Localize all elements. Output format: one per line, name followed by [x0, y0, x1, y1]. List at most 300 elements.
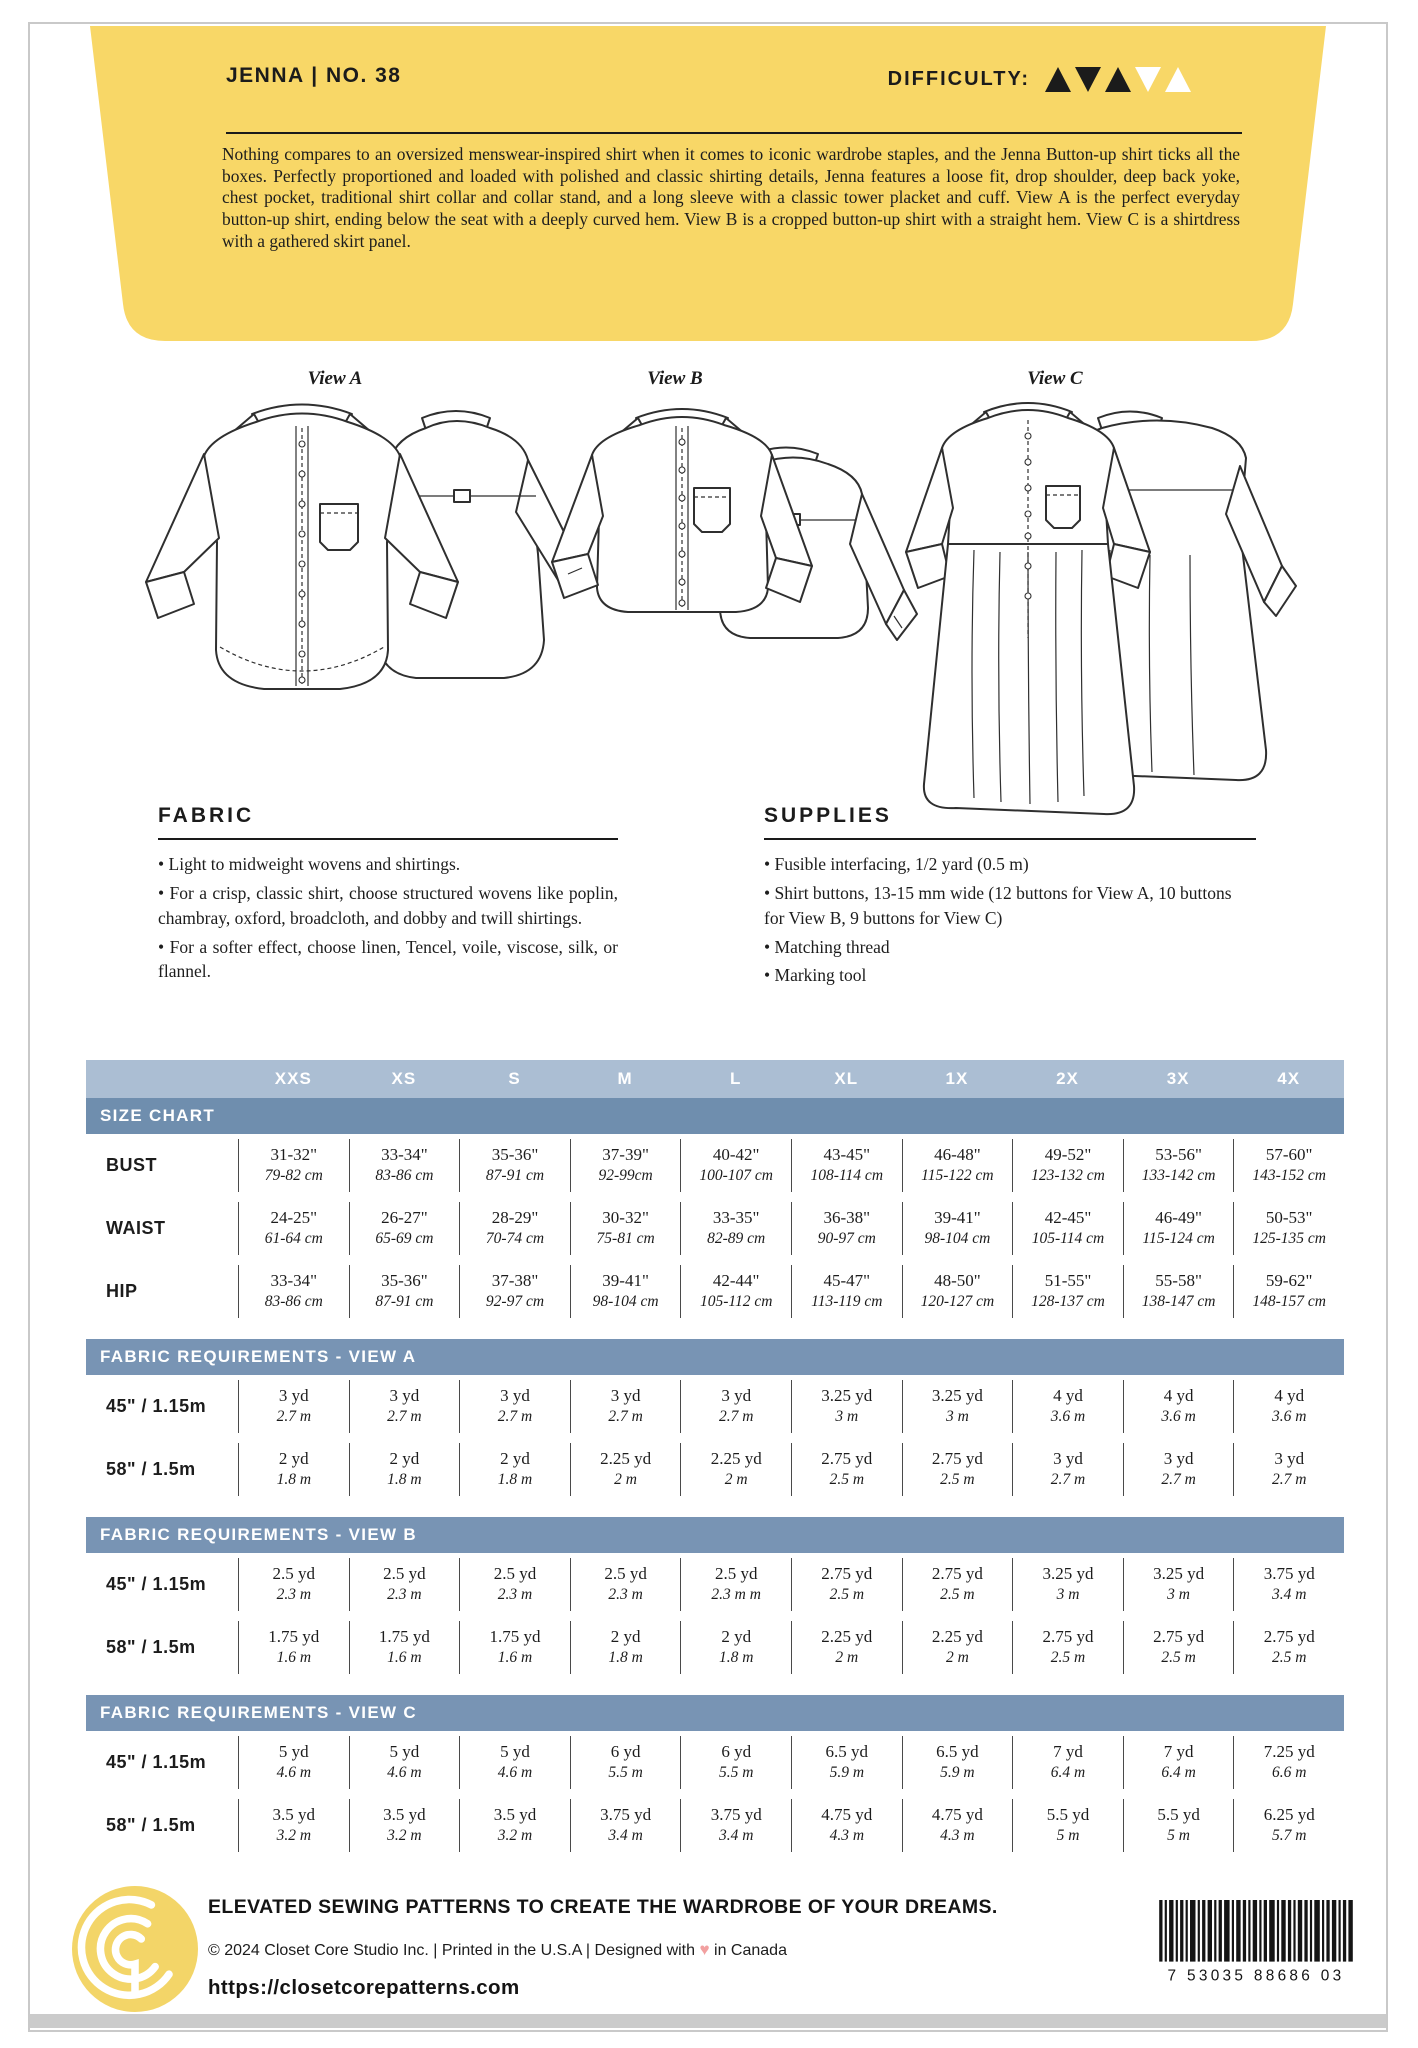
val-cm: 105-114 cm: [1031, 1230, 1105, 1247]
size-cell: [1233, 1265, 1344, 1318]
val-yd: 2.75 yd: [931, 1449, 983, 1468]
val-cm: 148-157 cm: [1252, 1293, 1326, 1310]
size-col-label: XL: [834, 1069, 859, 1088]
val-yd: 3 yd: [1053, 1449, 1083, 1468]
val-m: 6.4 m: [1050, 1764, 1086, 1781]
val-yd: 3 yd: [1163, 1449, 1194, 1468]
val-yd: 2.25 yd: [710, 1449, 762, 1468]
size-cell: [902, 1202, 1013, 1255]
yardage-cell: [459, 1558, 570, 1611]
val-m: 5.5 m: [718, 1764, 754, 1781]
yardage-cell: [570, 1621, 681, 1674]
size-cell: [1123, 1202, 1234, 1255]
row-label: HIP: [106, 1281, 138, 1301]
view-b-label: View B: [647, 368, 703, 389]
copyright-text: in Canada: [714, 1942, 787, 1959]
val-in: 46-48": [934, 1145, 981, 1164]
difficulty-label: DIFFICULTY:: [887, 68, 1030, 90]
copyright-text: © 2024 Closet Core Studio Inc. | Printed in the U.S.A | Designed with: [208, 1942, 696, 1959]
yardage-cell: [902, 1736, 1013, 1789]
view-b-requirements-band: FABRIC REQUIREMENTS - VIEW B: [86, 1517, 1344, 1553]
val-m: 5.9 m: [940, 1764, 975, 1781]
supplies-list: [764, 852, 1256, 988]
triangle-up-empty-icon: [1165, 67, 1191, 92]
size-cell: [349, 1202, 460, 1255]
yardage-cell: [349, 1380, 460, 1433]
val-yd: 2 yd: [500, 1449, 530, 1468]
yardage-cell: [238, 1736, 349, 1789]
val-cm: 92-99cm: [598, 1167, 653, 1184]
val-in: 33-34": [270, 1271, 318, 1290]
val-yd: 2.5 yd: [714, 1564, 758, 1583]
size-cell: [459, 1139, 570, 1192]
val-m: 2.3 m: [608, 1586, 643, 1603]
size-cell: [791, 1265, 902, 1318]
yardage-cell: [349, 1558, 460, 1611]
val-m: 5.9 m: [829, 1764, 865, 1781]
val-cm: 83-86 cm: [375, 1167, 434, 1184]
size-cell: [680, 1202, 791, 1255]
val-m: 2.5 m: [829, 1471, 865, 1488]
val-m: 3 m: [1167, 1586, 1190, 1603]
size-cell: [1123, 1139, 1234, 1192]
val-yd: 3 yd: [500, 1386, 530, 1405]
val-in: 57-60": [1265, 1145, 1313, 1164]
yardage-cell: [791, 1799, 902, 1852]
yardage-cell: [791, 1621, 902, 1674]
val-m: 5 m: [1167, 1827, 1190, 1844]
val-m: 2.7 m: [276, 1408, 312, 1425]
val-in: 59-62": [1265, 1271, 1313, 1290]
fabric-bullet: • Light to midweight wovens and shirtings.: [158, 852, 618, 877]
yardage-cell: [1233, 1558, 1344, 1611]
yardage-cell: [1233, 1621, 1344, 1674]
val-yd: 6.25 yd: [1263, 1805, 1315, 1824]
val-m: 4.3 m: [829, 1827, 865, 1844]
envelope-bottom-edge: [30, 2014, 1386, 2028]
val-in: 51-55": [1044, 1271, 1092, 1290]
val-m: 6.4 m: [1161, 1764, 1196, 1781]
val-in: 24-25": [270, 1208, 318, 1227]
val-yd: 1.75 yd: [378, 1627, 430, 1646]
val-m: 3.6 m: [1161, 1408, 1196, 1425]
yardage-cell: [680, 1799, 791, 1852]
val-m: 5.7 m: [1271, 1827, 1307, 1844]
val-m: 2.7 m: [1161, 1471, 1196, 1488]
val-m: 4.6 m: [387, 1764, 422, 1781]
val-in: 40-42": [712, 1145, 760, 1164]
difficulty-triangles-icon: [1044, 64, 1192, 95]
brand-tagline: ELEVATED SEWING PATTERNS TO CREATE THE WARDROBE OF YOUR DREAMS.: [208, 1896, 998, 1918]
val-cm: 61-64 cm: [264, 1230, 323, 1247]
row-label: BUST: [106, 1155, 157, 1175]
row-label: WAIST: [106, 1218, 166, 1238]
yardage-cell: [902, 1799, 1013, 1852]
val-m: 1.8 m: [718, 1649, 754, 1666]
val-m: 2 m: [835, 1649, 859, 1666]
val-yd: 3.75 yd: [710, 1805, 762, 1824]
val-yd: 2 yd: [610, 1627, 641, 1646]
val-yd: 7 yd: [1053, 1742, 1083, 1761]
val-in: 26-27": [381, 1208, 428, 1227]
row-label: 58" / 1.5m: [106, 1815, 196, 1835]
val-in: 42-44": [712, 1271, 760, 1290]
val-yd: 2 yd: [389, 1449, 420, 1468]
size-cell: [1233, 1202, 1344, 1255]
val-yd: 4 yd: [1274, 1386, 1305, 1405]
val-yd: 4 yd: [1053, 1386, 1083, 1405]
val-cm: 79-82 cm: [264, 1167, 323, 1184]
val-in: 50-53": [1265, 1208, 1313, 1227]
yardage-cell: [570, 1736, 681, 1789]
val-m: 2.3 m: [276, 1586, 312, 1603]
view-b-45in-row: [86, 1553, 1344, 1616]
val-yd: 5 yd: [389, 1742, 420, 1761]
val-yd: 6.5 yd: [825, 1742, 869, 1761]
val-cm: 83-86 cm: [264, 1293, 323, 1310]
val-in: 35-36": [381, 1271, 428, 1290]
yardage-cell: [349, 1621, 460, 1674]
val-m: 1.8 m: [276, 1471, 312, 1488]
val-yd: 5 yd: [278, 1742, 309, 1761]
val-in: 49-52": [1044, 1145, 1092, 1164]
view-b-illustration: [538, 396, 938, 696]
val-cm: 87-91 cm: [485, 1167, 545, 1184]
val-yd: 3.25 yd: [1042, 1564, 1094, 1583]
val-cm: 65-69 cm: [375, 1230, 434, 1247]
val-m: 3 m: [835, 1408, 859, 1425]
yardage-cell: [791, 1443, 902, 1496]
yardage-cell: [570, 1443, 681, 1496]
val-cm: 115-124 cm: [1142, 1230, 1215, 1247]
size-cell: [680, 1139, 791, 1192]
val-cm: 105-112 cm: [699, 1293, 773, 1310]
size-header-row: [86, 1060, 1344, 1098]
yardage-cell: [1012, 1736, 1123, 1789]
val-cm: 133-142 cm: [1141, 1167, 1216, 1184]
val-yd: 3 yd: [389, 1386, 420, 1405]
val-m: 2.5 m: [1161, 1649, 1196, 1666]
yardage-cell: [459, 1799, 570, 1852]
size-cell: [238, 1202, 349, 1255]
val-cm: 100-107 cm: [699, 1167, 773, 1184]
supplies-section: [764, 804, 1256, 992]
size-col-label: L: [729, 1069, 742, 1088]
val-yd: 3.75 yd: [600, 1805, 652, 1824]
val-yd: 2.25 yd: [600, 1449, 652, 1468]
row-label: 45" / 1.15m: [106, 1574, 207, 1594]
fabric-bullet: • For a softer effect, choose linen, Tencel, voile, viscose, silk, or flannel.: [158, 935, 618, 985]
yardage-cell: [1123, 1443, 1234, 1496]
val-in: 53-56": [1155, 1145, 1202, 1164]
size-chart-band: SIZE CHART: [86, 1098, 1344, 1134]
view-a-label: View A: [307, 368, 363, 389]
yardage-cell: [1233, 1380, 1344, 1433]
yardage-cell: [902, 1558, 1013, 1611]
val-yd: 3.25 yd: [821, 1386, 873, 1405]
view-c-illustration: [892, 384, 1312, 836]
val-cm: 87-91 cm: [375, 1293, 434, 1310]
val-yd: 2 yd: [721, 1627, 752, 1646]
view-c-label: View C: [1027, 368, 1083, 389]
size-cell: [570, 1265, 681, 1318]
val-m: 3 m: [945, 1408, 969, 1425]
val-cm: 108-114 cm: [810, 1167, 884, 1184]
size-col-label: 1X: [945, 1069, 969, 1088]
yardage-cell: [680, 1736, 791, 1789]
size-cell: [902, 1139, 1013, 1192]
size-row-bust: [86, 1134, 1344, 1197]
copyright-line: [208, 1940, 787, 1960]
yardage-cell: [1012, 1443, 1123, 1496]
yardage-cell: [1012, 1799, 1123, 1852]
val-cm: 82-89 cm: [707, 1230, 766, 1247]
val-m: 3.4 m: [718, 1827, 754, 1844]
yardage-cell: [1123, 1621, 1234, 1674]
val-yd: 2.75 yd: [931, 1564, 983, 1583]
val-m: 2.5 m: [1050, 1649, 1086, 1666]
yardage-cell: [1233, 1799, 1344, 1852]
val-m: 2.7 m: [497, 1408, 533, 1425]
val-yd: 3 yd: [610, 1386, 641, 1405]
val-in: 31-32": [270, 1145, 318, 1164]
yardage-cell: [1012, 1558, 1123, 1611]
size-cell: [680, 1265, 791, 1318]
envelope-flap: [88, 26, 1328, 348]
val-in: 43-45": [823, 1145, 871, 1164]
val-yd: 1.75 yd: [268, 1627, 320, 1646]
view-a-45in-row: [86, 1375, 1344, 1438]
val-m: 3.4 m: [608, 1827, 643, 1844]
val-m: 4.3 m: [940, 1827, 975, 1844]
val-m: 5 m: [1056, 1827, 1080, 1844]
val-yd: 4 yd: [1163, 1386, 1194, 1405]
size-col-label: 3X: [1166, 1069, 1190, 1088]
val-in: 35-36": [491, 1145, 539, 1164]
val-m: 6.6 m: [1271, 1764, 1307, 1781]
val-m: 3.4 m: [1271, 1586, 1307, 1603]
val-cm: 113-119 cm: [811, 1293, 883, 1310]
header-divider: [226, 132, 1242, 134]
val-yd: 5 yd: [500, 1742, 530, 1761]
yardage-cell: [1123, 1558, 1234, 1611]
val-m: 2.7 m: [1271, 1471, 1307, 1488]
val-m: 3 m: [1056, 1586, 1080, 1603]
size-cell: [791, 1139, 902, 1192]
val-m: 4.6 m: [497, 1764, 533, 1781]
val-in: 28-29": [491, 1208, 539, 1227]
val-yd: 3 yd: [1274, 1449, 1305, 1468]
val-yd: 2.5 yd: [383, 1564, 426, 1583]
size-cell: [349, 1265, 460, 1318]
yardage-cell: [238, 1443, 349, 1496]
size-cell: [459, 1202, 570, 1255]
yardage-cell: [570, 1380, 681, 1433]
val-in: 45-47": [823, 1271, 871, 1290]
fabric-bullet: • For a crisp, classic shirt, choose structured wovens like poplin, chambray, oxford, broadcloth, and dobby and twill shirtings.: [158, 881, 618, 931]
fabric-list: [158, 852, 618, 984]
size-row-hip: [86, 1260, 1344, 1323]
val-yd: 2.75 yd: [821, 1449, 873, 1468]
view-a-requirements-band: FABRIC REQUIREMENTS - VIEW A: [86, 1339, 1344, 1375]
pattern-description: Nothing compares to an oversized menswear-inspired shirt when it comes to iconic wardrobe staples, and the Jenna Button-up shirt ticks all the boxes. Perfectly proportioned and loaded with polished and classic shirting details, Jenna features a loose fit, drop shoulder, deep back yoke, chest pocket, traditional shirt collar and collar stand, and a long sleeve with a classic tower placket and cuff. View A is the perfect everyday button-up shirt, ending below the seat with a deeply curved hem. View B is a cropped button-up shirt with a straight hem. View C is a shirtdress with a gathered skirt panel.: [222, 144, 1240, 251]
size-col-label: 4X: [1277, 1069, 1301, 1088]
yardage-cell: [570, 1558, 681, 1611]
val-m: 2.7 m: [1050, 1471, 1086, 1488]
val-in: 33-35": [712, 1208, 760, 1227]
val-m: 3.2 m: [387, 1827, 422, 1844]
envelope-sheet: [28, 22, 1388, 2032]
yardage-cell: [459, 1443, 570, 1496]
val-m: 1.8 m: [497, 1471, 533, 1488]
val-yd: 3.5 yd: [383, 1805, 426, 1824]
view-c-58in-row: [86, 1794, 1344, 1857]
size-col-label: XXS: [274, 1069, 312, 1088]
val-m: 2.5 m: [1271, 1649, 1307, 1666]
val-yd: 2 yd: [278, 1449, 309, 1468]
yardage-cell: [570, 1799, 681, 1852]
size-cell: [1012, 1265, 1123, 1318]
yardage-cell: [1233, 1736, 1344, 1789]
triangle-down-filled-icon: [1075, 67, 1101, 92]
val-m: 2.3 m m: [711, 1586, 761, 1603]
val-yd: 2.75 yd: [1153, 1627, 1205, 1646]
val-yd: 2.5 yd: [604, 1564, 647, 1583]
val-cm: 75-81 cm: [596, 1230, 655, 1247]
val-yd: 1.75 yd: [489, 1627, 541, 1646]
supplies-bullet: • Shirt buttons, 13-15 mm wide (12 buttons for View A, 10 buttons for View B, 9 buttons for View C): [764, 881, 1256, 931]
yardage-cell: [791, 1558, 902, 1611]
val-yd: 7 yd: [1163, 1742, 1194, 1761]
fabric-heading: FABRIC: [158, 804, 618, 840]
val-yd: 3.75 yd: [1263, 1564, 1315, 1583]
pattern-title: JENNA | NO. 38: [226, 64, 402, 87]
size-cell: [791, 1202, 902, 1255]
triangle-down-empty-icon: [1135, 67, 1161, 92]
val-m: 2.3 m: [387, 1586, 422, 1603]
val-in: 30-32": [602, 1208, 649, 1227]
val-yd: 2.25 yd: [931, 1627, 983, 1646]
val-in: 33-34": [381, 1145, 428, 1164]
size-col-label: 2X: [1056, 1069, 1079, 1088]
val-m: 2.7 m: [608, 1408, 643, 1425]
val-yd: 3.25 yd: [1153, 1564, 1205, 1583]
val-yd: 3 yd: [278, 1386, 309, 1405]
supplies-bullet: • Marking tool: [764, 963, 1256, 988]
yardage-cell: [680, 1380, 791, 1433]
closet-core-logo: [72, 1886, 198, 2012]
val-m: 2 m: [945, 1649, 969, 1666]
row-label: 45" / 1.15m: [106, 1396, 207, 1416]
yardage-cell: [791, 1736, 902, 1789]
supplies-bullet: • Fusible interfacing, 1/2 yard (0.5 m): [764, 852, 1256, 877]
yardage-cell: [1123, 1799, 1234, 1852]
val-cm: 70-74 cm: [485, 1230, 545, 1247]
size-col-label: S: [508, 1069, 521, 1088]
val-in: 39-41": [934, 1208, 981, 1227]
val-m: 2.5 m: [940, 1471, 975, 1488]
row-label: 58" / 1.5m: [106, 1637, 196, 1657]
val-m: 3.6 m: [1271, 1408, 1307, 1425]
val-yd: 2.75 yd: [1042, 1627, 1094, 1646]
triangle-up-filled-icon: [1105, 67, 1131, 92]
yardage-cell: [1123, 1380, 1234, 1433]
yardage-cell: [1012, 1380, 1123, 1433]
barcode: [1158, 1900, 1354, 1988]
view-c-requirements-band: FABRIC REQUIREMENTS - VIEW C: [86, 1695, 1344, 1731]
yardage-cell: [238, 1558, 349, 1611]
size-cell: [459, 1265, 570, 1318]
val-in: 46-49": [1155, 1208, 1202, 1227]
val-m: 1.8 m: [608, 1649, 643, 1666]
val-cm: 115-122 cm: [921, 1167, 994, 1184]
yardage-cell: [902, 1443, 1013, 1496]
yardage-cell: [349, 1736, 460, 1789]
val-m: 1.6 m: [497, 1649, 533, 1666]
val-yd: 5.5 yd: [1046, 1805, 1090, 1824]
val-m: 3.2 m: [276, 1827, 312, 1844]
val-in: 42-45": [1044, 1208, 1092, 1227]
view-b-58in-row: [86, 1616, 1344, 1679]
yardage-cell: [1233, 1443, 1344, 1496]
val-yd: 3.5 yd: [272, 1805, 316, 1824]
size-cell: [349, 1139, 460, 1192]
val-cm: 138-147 cm: [1141, 1293, 1216, 1310]
val-yd: 7.25 yd: [1263, 1742, 1315, 1761]
val-cm: 125-135 cm: [1252, 1230, 1326, 1247]
difficulty-rating: [888, 64, 1192, 95]
size-cell: [238, 1265, 349, 1318]
val-yd: 3.5 yd: [493, 1805, 537, 1824]
val-yd: 6 yd: [610, 1742, 641, 1761]
website-url[interactable]: https://closetcorepatterns.com: [208, 1976, 520, 1999]
yardage-cell: [349, 1799, 460, 1852]
val-m: 2.5 m: [940, 1586, 975, 1603]
yardage-cell: [680, 1443, 791, 1496]
size-row-waist: [86, 1197, 1344, 1260]
yardage-cell: [459, 1736, 570, 1789]
val-m: 3.6 m: [1050, 1408, 1086, 1425]
val-cm: 90-97 cm: [817, 1230, 876, 1247]
yardage-cell: [791, 1380, 902, 1433]
yardage-cell: [1012, 1621, 1123, 1674]
val-yd: 2.75 yd: [821, 1564, 873, 1583]
yardage-cell: [680, 1621, 791, 1674]
val-m: 1.6 m: [276, 1649, 312, 1666]
heart-icon: ♥: [699, 1940, 710, 1959]
view-c-45in-row: [86, 1731, 1344, 1794]
size-cell: [1012, 1202, 1123, 1255]
row-label: 45" / 1.15m: [106, 1752, 207, 1772]
size-col-label: M: [617, 1069, 633, 1088]
yardage-cell: [1123, 1736, 1234, 1789]
yardage-cell: [459, 1380, 570, 1433]
size-col-label: XS: [391, 1069, 417, 1088]
val-in: 55-58": [1155, 1271, 1202, 1290]
yardage-cell: [349, 1443, 460, 1496]
yardage-cell: [902, 1380, 1013, 1433]
val-in: 37-38": [491, 1271, 539, 1290]
val-yd: 3 yd: [721, 1386, 752, 1405]
val-yd: 2.25 yd: [821, 1627, 873, 1646]
val-in: 48-50": [934, 1271, 981, 1290]
val-yd: 4.75 yd: [931, 1805, 983, 1824]
yardage-cell: [238, 1621, 349, 1674]
val-m: 1.8 m: [387, 1471, 422, 1488]
yardage-cell: [459, 1621, 570, 1674]
size-cell: [1012, 1139, 1123, 1192]
val-m: 1.6 m: [387, 1649, 422, 1666]
